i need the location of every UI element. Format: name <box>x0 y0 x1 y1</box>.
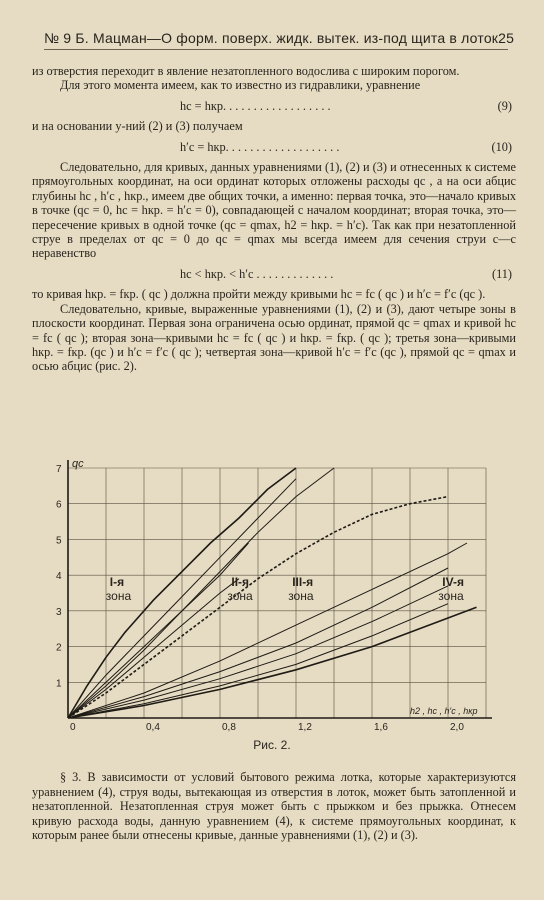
equation-11 <box>32 267 516 281</box>
header-title: № 9 Б. Мацман—О форм. поверх. жидк. вытек. из-под щита в лоток <box>44 30 499 46</box>
paragraph: и на основании у-ний (2) и (3) получаем <box>32 119 243 134</box>
y-tick-label: 4 <box>56 571 62 583</box>
x-tick-label: 2,0 <box>450 722 464 733</box>
running-header <box>44 30 515 50</box>
paragraph: из отверстия переходит в явление незатопленного водослива с широким порогом. <box>32 64 460 78</box>
y-tick-label: 6 <box>56 499 62 511</box>
page-number: 25 <box>498 30 515 46</box>
paragraph: Следовательно, кривые, выраженные уравнениями (1), (2) и (3), дают четыре зоны в плоскости координат. Первая зона ограничена осью ординат, прямой qc = qmax и кривой hc = fc ( qc ); вторая зона—кривыми hc = fc ( qc ) и hкр. = fкр. ( qc ); третья зона—кривыми hкр. = fкр. (qc ) и h′c = f′c ( qc ); четвертая зона—кривой h′c = f′c (qc ), прямой qc = qmax и осью абцис (рис. 2). <box>32 301 516 374</box>
zone-label: зона <box>288 588 314 603</box>
paragraph: то кривая hкр. = fкр. ( qc ) должна пройти между кривыми hc = fc ( qc ) и h′c = f′c (qc ). <box>32 287 486 302</box>
series-line <box>68 543 467 718</box>
chart-svg <box>32 452 512 742</box>
y-tick-label: 5 <box>56 535 62 547</box>
figure-2 <box>32 452 512 752</box>
x-tick-label: 0,4 <box>146 722 160 733</box>
zone-label: III-я <box>292 574 314 589</box>
equation-number: (9) <box>497 98 512 113</box>
series-line <box>68 607 477 718</box>
paragraph: Следовательно, для кривых, данных уравнениями (1), (2) и (3) и отнесенных к системе прямоугольных координат, на оси ординат которых отложены расходы qc , а на оси абцис глубины hc , h′c , hкр., имеем две общих точки, а именно: первая точка, это—начало кривых в точке (qc = 0, hc = hкр. = h′c = 0), совпадающей с началом координат; вторая точка, это—пересечение кривых в одной точке (qc = qmax, h2 = hкр. = h′c). Так как при незатопленной струе в пределах от qc = 0 до qc = qmax мы всегда имеем для сечения струи c—c неравенство <box>32 160 516 261</box>
y-tick-label: 2 <box>56 642 62 654</box>
equation-expression: hc < hкр. < h′c . . . . . . . . . . . . . <box>180 266 334 281</box>
zone-label: зона <box>227 588 253 603</box>
equation-expression: hc = hкр. . . . . . . . . . . . . . . . . . <box>180 98 331 113</box>
zone-label: IV-я <box>442 574 464 589</box>
x-tick-label: 1,2 <box>298 722 312 733</box>
y-tick-label: 1 <box>56 678 62 690</box>
figure-caption: Рис. 2. <box>253 738 291 752</box>
zone-label: зона <box>438 588 464 603</box>
section-3 <box>32 770 516 843</box>
equation-9 <box>32 99 516 113</box>
y-tick-label: 7 <box>56 464 62 475</box>
equation-expression: h′c = hкр. . . . . . . . . . . . . . . . . . . <box>180 139 340 154</box>
zone-label: зона <box>105 588 132 603</box>
equation-number: (10) <box>491 139 512 154</box>
equation-number: (11) <box>491 266 512 281</box>
paragraph: § 3. В зависимости от условий бытового режима лотка, которые характеризуются уравнением (4), струя воды, вытекающая из отверстия в лоток, может быть затопленной и незатопленной. Незатопленная струя может быть с прыжком и без прыжка. Отнесем кривую расхода воды, данную уравнением (4), к системе прямоугольных координат, к которым ранее были отнесены кривые, данные уравнениями (1), (2) и (3). <box>32 770 516 843</box>
body-text <box>32 64 516 374</box>
equation-10 <box>32 140 516 154</box>
y-tick-label: 3 <box>56 606 62 618</box>
zone-label: II-я <box>231 574 250 589</box>
x-tick-label: 0 <box>70 722 76 733</box>
zone-label: I-я <box>109 574 125 589</box>
y-axis-label: qc <box>72 458 84 470</box>
x-tick-label: 1,6 <box>374 722 388 733</box>
x-axis-label: h2 , hc , h′c , hкр <box>410 706 478 716</box>
paragraph: Для этого момента имеем, как то известно из гидравлики, уравнение <box>60 78 421 93</box>
x-tick-label: 0,8 <box>222 722 236 733</box>
